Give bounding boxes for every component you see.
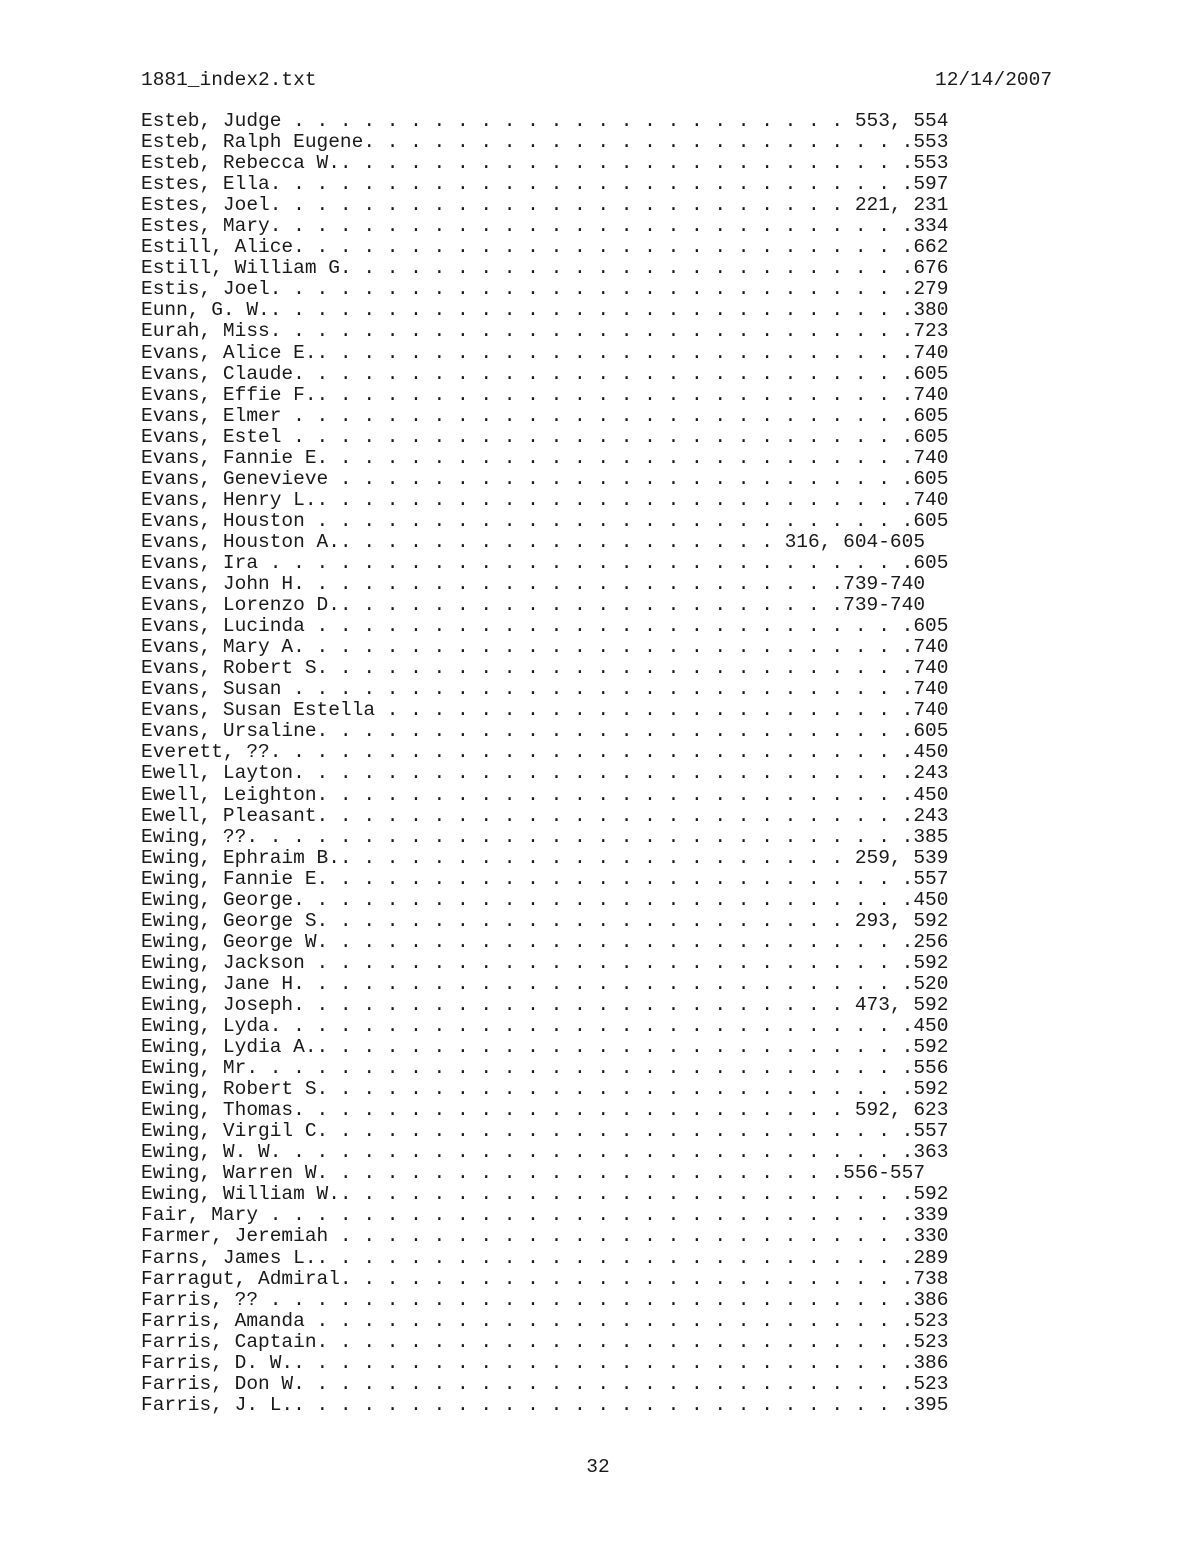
index-entry: Evans, Houston A.. . . . . . . . . . . . . . . . . . . 316, 604-605: [141, 530, 926, 553]
index-entry: Evans, Henry L.. . . . . . . . . . . . . . . . . . . . . . . . . .740: [141, 488, 949, 511]
index-entry: Evans, Lorenzo D.. . . . . . . . . . . . . . . . . . . . . .739-740: [141, 594, 926, 617]
index-entry: Ewing, ??. . . . . . . . . . . . . . . . . . . . . . . . . . . . .385: [141, 825, 949, 848]
index-entry: Ewing, William W.. . . . . . . . . . . . . . . . . . . . . . . . .592: [141, 1183, 949, 1206]
index-entry: Farris, ?? . . . . . . . . . . . . . . . . . . . . . . . . . . . .386: [141, 1288, 949, 1311]
index-entry: Ewell, Layton. . . . . . . . . . . . . . . . . . . . . . . . . . .243: [141, 762, 949, 785]
index-entry: Esteb, Judge . . . . . . . . . . . . . . . . . . . . . . . . 553, 554: [141, 110, 949, 132]
index-entry: Ewing, Lyda. . . . . . . . . . . . . . . . . . . . . . . . . . . .450: [141, 1015, 949, 1038]
index-entry: Evans, Elmer . . . . . . . . . . . . . . . . . . . . . . . . . . .605: [141, 404, 949, 427]
index-entry: Estill, William G. . . . . . . . . . . . . . . . . . . . . . . . .676: [141, 257, 949, 280]
index-entry: Evans, Estel . . . . . . . . . . . . . . . . . . . . . . . . . . .605: [141, 425, 949, 448]
index-entry: Evans, Effie F.. . . . . . . . . . . . . . . . . . . . . . . . . .740: [141, 383, 949, 406]
index-entry: Estes, Ella. . . . . . . . . . . . . . . . . . . . . . . . . . . .597: [141, 173, 949, 196]
index-entry: Ewing, Virgil C. . . . . . . . . . . . . . . . . . . . . . . . . .557: [141, 1120, 949, 1143]
index-entry: Fair, Mary . . . . . . . . . . . . . . . . . . . . . . . . . . . .339: [141, 1204, 949, 1227]
index-entry: Ewing, Warren W. . . . . . . . . . . . . . . . . . . . . . .556-557: [141, 1162, 926, 1185]
index-list: [141, 111, 948, 1416]
index-entry: Evans, Ira . . . . . . . . . . . . . . . . . . . . . . . . . . . .605: [141, 551, 949, 574]
index-entry: Farmer, Jeremiah . . . . . . . . . . . . . . . . . . . . . . . . .330: [141, 1225, 949, 1248]
index-entry: Estes, Mary. . . . . . . . . . . . . . . . . . . . . . . . . . . .334: [141, 215, 949, 238]
index-entry: Esteb, Ralph Eugene. . . . . . . . . . . . . . . . . . . . . . . .553: [141, 131, 949, 154]
index-entry: Ewing, George S. . . . . . . . . . . . . . . . . . . . . . . 293, 592: [141, 909, 949, 932]
index-entry: Ewell, Pleasant. . . . . . . . . . . . . . . . . . . . . . . . . .243: [141, 804, 949, 827]
index-entry: Evans, Ursaline. . . . . . . . . . . . . . . . . . . . . . . . . .605: [141, 720, 949, 743]
index-entry: Farris, Captain. . . . . . . . . . . . . . . . . . . . . . . . . .523: [141, 1330, 949, 1353]
index-entry: Ewing, Ephraim B.. . . . . . . . . . . . . . . . . . . . . . 259, 539: [141, 846, 949, 869]
index-entry: Ewing, Fannie E. . . . . . . . . . . . . . . . . . . . . . . . . .557: [141, 867, 949, 890]
index-entry: Ewing, Jane H. . . . . . . . . . . . . . . . . . . . . . . . . . .520: [141, 972, 949, 995]
page-number: 32: [586, 1456, 610, 1478]
index-entry: Evans, Houston . . . . . . . . . . . . . . . . . . . . . . . . . .605: [141, 509, 949, 532]
index-entry: Ewing, Robert S. . . . . . . . . . . . . . . . . . . . . . . . . .592: [141, 1078, 949, 1101]
index-entry: Ewing, W. W. . . . . . . . . . . . . . . . . . . . . . . . . . . .363: [141, 1141, 949, 1164]
index-entry: Evans, Genevieve . . . . . . . . . . . . . . . . . . . . . . . . .605: [141, 467, 949, 490]
document-date: 12/14/2007: [935, 69, 1053, 91]
index-entry: Ewell, Leighton. . . . . . . . . . . . . . . . . . . . . . . . . .450: [141, 783, 949, 806]
index-entry: Evans, Alice E.. . . . . . . . . . . . . . . . . . . . . . . . . .740: [141, 341, 949, 364]
index-entry: Estill, Alice. . . . . . . . . . . . . . . . . . . . . . . . . . .662: [141, 236, 949, 259]
index-entry: Estes, Joel. . . . . . . . . . . . . . . . . . . . . . . . . 221, 231: [141, 194, 949, 217]
index-entry: Esteb, Rebecca W.. . . . . . . . . . . . . . . . . . . . . . . . .553: [141, 152, 949, 175]
index-entry: Farris, J. L.. . . . . . . . . . . . . . . . . . . . . . . . . . .395: [141, 1393, 949, 1416]
index-entry: Ewing, Thomas. . . . . . . . . . . . . . . . . . . . . . . . 592, 623: [141, 1099, 949, 1122]
index-entry: Evans, Lucinda . . . . . . . . . . . . . . . . . . . . . . . . . .605: [141, 615, 949, 638]
index-entry: Evans, Susan . . . . . . . . . . . . . . . . . . . . . . . . . . .740: [141, 678, 949, 701]
index-entry: Ewing, Jackson . . . . . . . . . . . . . . . . . . . . . . . . . .592: [141, 951, 949, 974]
index-entry: Eunn, G. W.. . . . . . . . . . . . . . . . . . . . . . . . . . . .380: [141, 299, 949, 322]
index-entry: Eurah, Miss. . . . . . . . . . . . . . . . . . . . . . . . . . . .723: [141, 320, 949, 343]
index-entry: Evans, Mary A. . . . . . . . . . . . . . . . . . . . . . . . . . .740: [141, 636, 949, 659]
index-entry: Evans, John H. . . . . . . . . . . . . . . . . . . . . . . .739-740: [141, 573, 926, 596]
index-entry: Estis, Joel. . . . . . . . . . . . . . . . . . . . . . . . . . . .279: [141, 278, 949, 301]
document-filename: 1881_index2.txt: [141, 69, 317, 91]
index-entry: Evans, Susan Estella . . . . . . . . . . . . . . . . . . . . . . .740: [141, 699, 949, 722]
index-entry: Ewing, Mr. . . . . . . . . . . . . . . . . . . . . . . . . . . . .556: [141, 1057, 949, 1080]
index-entry: Farris, Amanda . . . . . . . . . . . . . . . . . . . . . . . . . .523: [141, 1309, 949, 1332]
index-entry: Farns, James L.. . . . . . . . . . . . . . . . . . . . . . . . . .289: [141, 1246, 949, 1269]
index-entry: Farris, D. W.. . . . . . . . . . . . . . . . . . . . . . . . . . .386: [141, 1351, 949, 1374]
index-entry: Ewing, George. . . . . . . . . . . . . . . . . . . . . . . . . . .450: [141, 888, 949, 911]
index-entry: Evans, Robert S. . . . . . . . . . . . . . . . . . . . . . . . . .740: [141, 657, 949, 680]
index-entry: Everett, ??. . . . . . . . . . . . . . . . . . . . . . . . . . . .450: [141, 741, 949, 764]
index-entry: Ewing, George W. . . . . . . . . . . . . . . . . . . . . . . . . .256: [141, 930, 949, 953]
index-entry: Ewing, Joseph. . . . . . . . . . . . . . . . . . . . . . . . 473, 592: [141, 993, 949, 1016]
index-entry: Farris, Don W. . . . . . . . . . . . . . . . . . . . . . . . . . .523: [141, 1372, 949, 1395]
index-entry: Evans, Fannie E. . . . . . . . . . . . . . . . . . . . . . . . . .740: [141, 446, 949, 469]
index-entry: Farragut, Admiral. . . . . . . . . . . . . . . . . . . . . . . . .738: [141, 1267, 949, 1290]
index-entry: Evans, Claude. . . . . . . . . . . . . . . . . . . . . . . . . . .605: [141, 362, 949, 385]
index-entry: Ewing, Lydia A.. . . . . . . . . . . . . . . . . . . . . . . . . .592: [141, 1036, 949, 1059]
